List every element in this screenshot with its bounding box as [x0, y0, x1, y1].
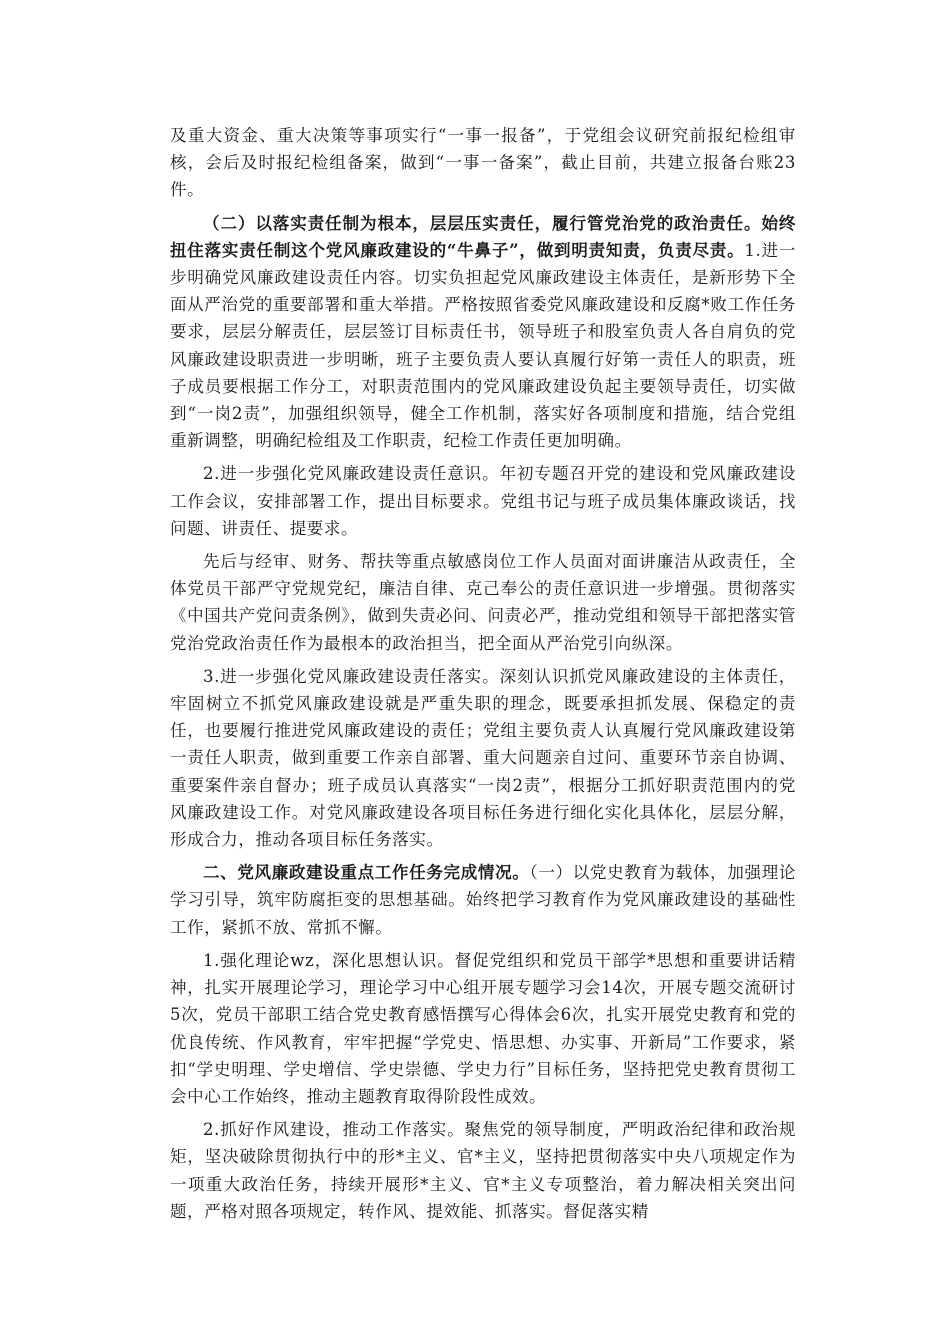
paragraph-reporting: 及重大资金、重大决策等事项实行“一事一报备”，于党组会议研究前报纪检组审核，会后及时报纪检组备案，做到“一事一备案”，截止目前，共建立报备台账23件。	[170, 126, 796, 200]
paragraph-responsibility-system	[170, 210, 796, 455]
paragraph-sensitive-posts: 先后与经审、财务、帮扶等重点敏感岗位工作人员面对面讲廉洁从政责任，全体党员干部严守党规党纪，廉洁自律、克己奉公的责任意识进一步增强。贯彻落实《中国共产党问责条例》，做到失责必问、问责必严，推动党组和领导干部把落实管党治党政治责任作为最根本的政治担当，把全面从严治党引向纵深。	[170, 552, 796, 653]
paragraph-key-tasks	[170, 859, 796, 941]
paragraph-responsibility-implementation: 3.进一步强化党风廉政建设责任落实。深刻认识抓党风廉政建设的主体责任，牢固树立不抓党风廉政建设就是严重失职的理念，既要承担抓发展、保稳定的责任，也要履行推进党风廉政建设的责任；党组主要负责人认真履行党风廉政建设第一责任人职责，做到重要工作亲自部署、重大问题亲自过问、重要环节亲自协调、重要案件亲自督办；班子成员认真落实“一岗2责”，根据分工抓好职责范围内的党风廉政建设工作。对党风廉政建设各项目标任务进行细化实化具体化，层层分解，形成合力，推动各项目标任务落实。	[170, 666, 796, 850]
paragraph-responsibility-content: 1.进一步明确党风廉政建设责任内容。切实负担起党风廉政建设主体责任，是新形势下全面从严治党的重要部署和重大举措。严格按照省委党风廉政建设和反腐*败工作任务要求，层层分解责任，层层签订目标责任书，领导班子和股室负责人各自肩负的党风廉政建设职责进一步明晰，班子主要负责人要认真履行好第一责任人的职责，班子成员要根据工作分工，对职责范围内的党风廉政建设负起主要领导责任，切实做到“一岗2责”，加强组织领导，健全工作机制，落实好各项制度和措施，结合党组重新调整，明确纪检组及工作职责，纪检工作责任更加明确。	[170, 240, 796, 451]
section-heading-key-tasks: 二、党风廉政建设重点工作任务完成情况。	[203, 863, 530, 883]
paragraph-work-style: 2.抓好作风建设，推动工作落实。聚焦党的领导制度，严明政治纪律和政治规矩，坚决破除贯彻执行中的形*主义、官*主义，坚持把贯彻落实中央八项规定作为一项重大政治任务，持续开展形*主义、官*主义专项整治，着力解决相关突出问题，严格对照各项规定，转作风、提效能、抓落实。督促落实精	[170, 1120, 796, 1221]
document-page	[170, 122, 796, 1231]
paragraph-party-history-education: （一）以党史教育为载体，加强理论学习引导，筑牢防腐拒变的思想基础。始终把学习教育作为党风廉政建设的基础性工作，紧抓不放、常抓不懈。	[170, 863, 796, 937]
paragraph-responsibility-awareness: 2.进一步强化党风廉政建设责任意识。年初专题召开党的建设和党风廉政建设工作会议，安排部署工作，提出目标要求。党组书记与班子成员集体廉政谈话，找问题、讲责任、提要求。	[170, 464, 796, 538]
paragraph-theory-study: 1.强化理论wz，深化思想认识。督促党组织和党员干部学*思想和重要讲话精神，扎实开展理论学习，理论学习中心组开展专题学习会14次，开展专题交流研讨5次，党员干部职工结合党史教育感悟撰写心得体会6次，扎实开展党史教育和党的优良传统、作风教育，牢牢把握“学党史、悟思想、办实事、开新局”工作要求，紧扣“学史明理、学史增信、学史崇德、学史力行”目标任务，坚持把党史教育贯彻工会中心工作始终，推动主题教育取得阶段性成效。	[170, 950, 796, 1106]
section-heading-responsibility: （二）以落实责任制为根本，层层压实责任，履行管党治党的政治责任。始终扭住落实责任制这个党风廉政建设的“牛鼻子”，做到明责知责，负责尽责。	[170, 213, 796, 260]
